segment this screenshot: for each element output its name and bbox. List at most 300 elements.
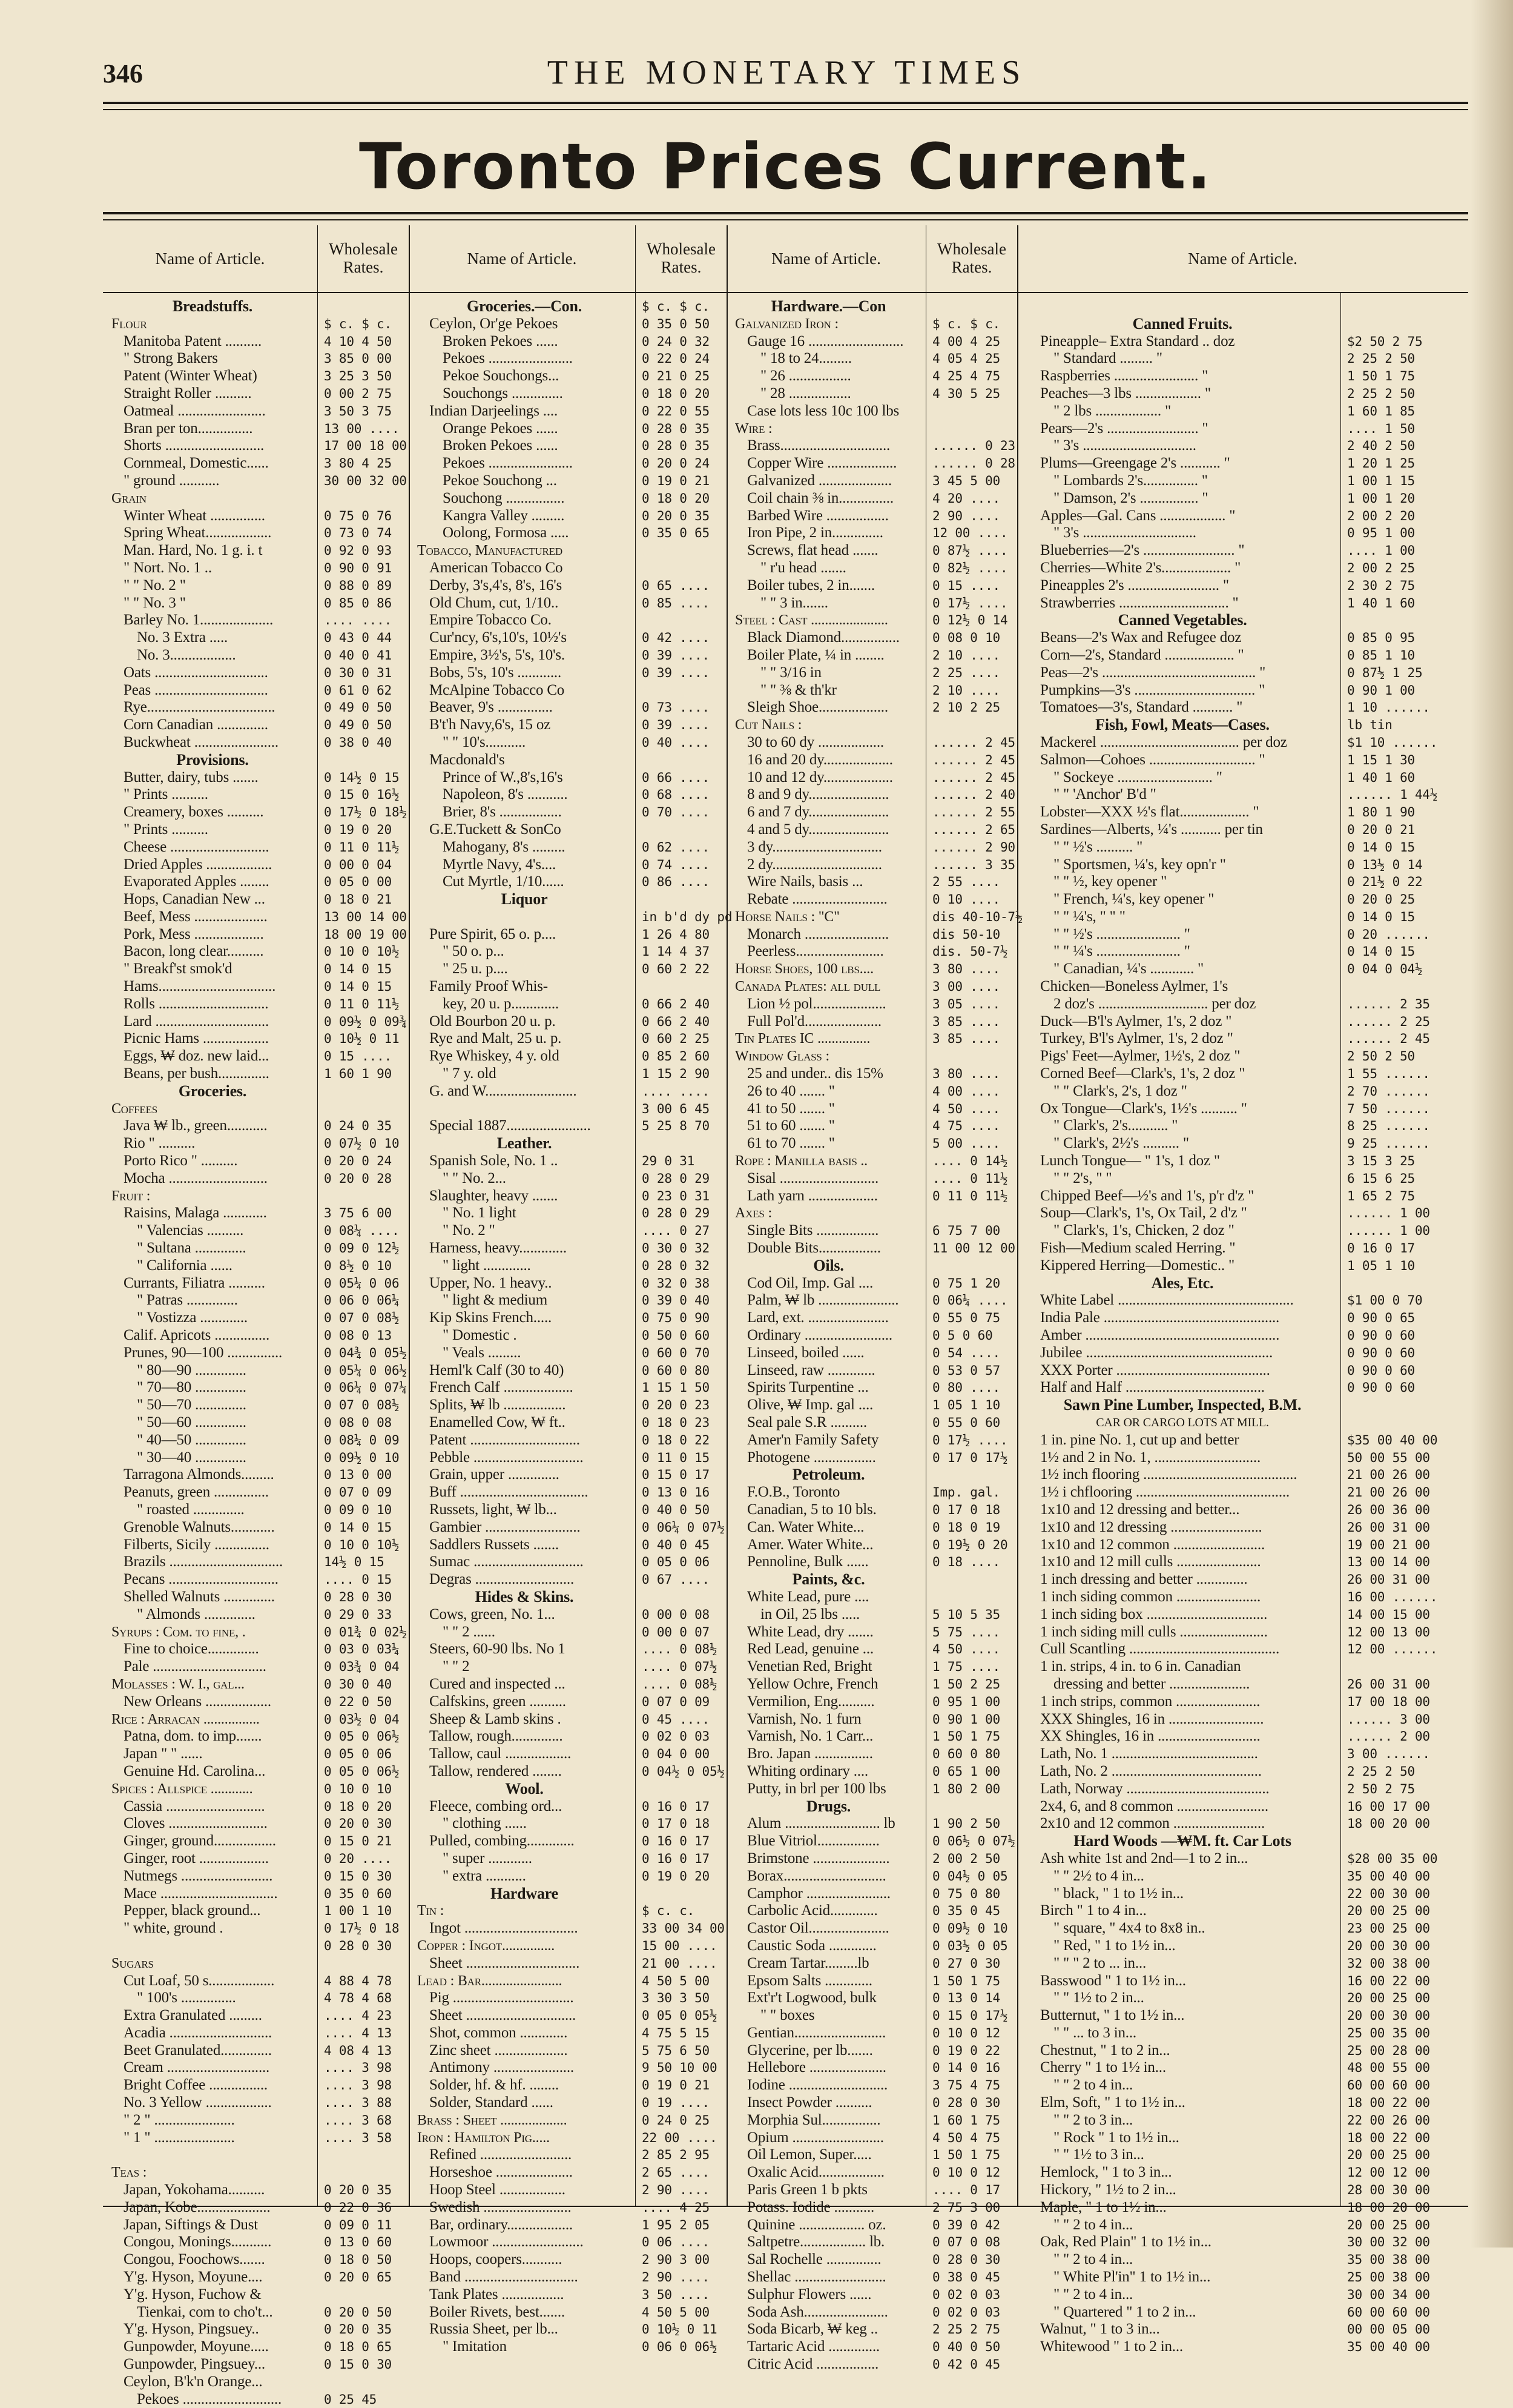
wholesale-rate: 0 30 0 32 <box>642 1241 710 1256</box>
wholesale-rate: 0 20 0 35 <box>324 2183 392 2198</box>
article-name: " 70—80 .............. <box>137 1379 246 1396</box>
column-header-name: Name of Article. <box>771 249 881 268</box>
wholesale-rate: 0 19½ 0 20 <box>932 1537 1008 1552</box>
article-name: Broken Pekoes ...... <box>443 332 558 349</box>
article-name: Hoop Steel .................. <box>429 2181 565 2198</box>
article-name: Corn Canadian .............. <box>124 716 268 733</box>
wholesale-rate: 0 06¼ 0 07½ <box>642 1520 725 1535</box>
article-name <box>417 1100 631 1118</box>
wholesale-rate <box>932 298 1015 316</box>
article-name: Cheese ........................... <box>124 838 269 855</box>
article-name: Rice : Arracan ................ <box>111 1711 260 1727</box>
column-header-name: Name of Article. <box>1188 249 1297 268</box>
article-name: Mocha ........................... <box>124 1169 268 1186</box>
article-name: Ox Tongue—Clark's, 1½'s .......... " <box>1040 1100 1247 1117</box>
wholesale-rate <box>324 2373 406 2391</box>
wholesale-rate: 0 20 0 35 <box>642 508 710 523</box>
wholesale-rate: 11 00 12 00 <box>932 1241 1015 1256</box>
wholesale-rate <box>932 1048 1015 1065</box>
article-name: Pears—2's ......................... " <box>1040 420 1208 437</box>
wholesale-rate <box>642 978 724 996</box>
article-name: 30 to 60 dy .................. <box>747 733 884 750</box>
wholesale-rate <box>324 298 406 316</box>
wholesale-rate: 0 39 .... <box>642 665 710 680</box>
wholesale-rate <box>642 752 724 769</box>
article-name: Heml'k Calf (30 to 40) <box>429 1361 564 1378</box>
wholesale-rate: 0 68 .... <box>642 787 710 802</box>
article-name: Shellac ......................... <box>747 2269 886 2286</box>
wholesale-rate: 30 00 32 00 <box>324 473 407 488</box>
article-name: " White Pl'in" 1 to 1½ in... <box>1053 2269 1211 2286</box>
article-name: " Clark's, 2's........... " <box>1053 1117 1178 1134</box>
wholesale-rate: 0 28 0 32 <box>642 1258 710 1273</box>
article-name: " " 2 <box>443 1658 470 1675</box>
wholesale-rate: 3 50 3 75 <box>324 403 392 418</box>
wholesale-rate: 1 15 1 50 <box>642 1380 710 1395</box>
article-name: 10 and 12 dy................... <box>747 769 893 786</box>
wholesale-rate: 0 25 45 <box>324 2392 377 2407</box>
wholesale-rate <box>1347 1397 1466 1414</box>
column-divider <box>727 225 728 2206</box>
wholesale-rate <box>642 1885 724 1903</box>
article-name: Cur'ncy, 6's,10's, 10½'s <box>429 629 567 646</box>
article-name: Amer. Water White... <box>747 1536 874 1553</box>
wholesale-rate: 0 18 0 19 <box>932 1520 1000 1535</box>
article-name: " r'u head ....... <box>760 559 846 576</box>
article-name: Fine to choice.............. <box>124 1641 259 1658</box>
article-name: " Almonds .............. <box>137 1606 255 1622</box>
article-name: Japan, Kobe.................... <box>124 2198 271 2215</box>
article-name: CAR OR CARGO LOTS AT MILL. <box>1096 1416 1269 1429</box>
article-name: Spirits Turpentine ... <box>747 1379 869 1396</box>
article-name: Russets, light, ₩ lb... <box>429 1501 557 1518</box>
article-names <box>103 293 317 2407</box>
article-name: Indian Darjeelings .... <box>429 402 558 419</box>
wholesale-rate: 0 39 .... <box>642 718 710 733</box>
wholesale-rate: $ c. $ c. <box>324 316 392 331</box>
wholesale-rate: 0 15 0 17 <box>642 1467 710 1483</box>
wholesale-rate <box>932 420 1015 438</box>
wholesale-rate: 0 05 0 06½ <box>324 1729 400 1744</box>
wholesale-rate: 0 04¾ 0 05½ <box>324 1345 407 1360</box>
article-name: French Calf ................... <box>429 1379 573 1396</box>
wholesale-rate: 0 13 0 16 <box>642 1485 710 1500</box>
wholesale-rate: 0 45 .... <box>642 1712 710 1727</box>
wholesale-rate: 3 80 .... <box>932 962 1000 977</box>
article-name: 3 dy.............................. <box>747 838 882 855</box>
article-name: Boiler Plate, ¼ in ........ <box>747 646 885 663</box>
wholesale-rate: 0 40 0 45 <box>642 1537 710 1552</box>
section-heading: Canned Vegetables. <box>1118 611 1247 629</box>
article-name: " " ... to 3 in... <box>1053 2024 1136 2041</box>
wholesale-rate: 2 30 2 75 <box>1347 578 1415 593</box>
article-name: Horse Shoes, 100 lbs.... <box>735 961 874 977</box>
wholesale-rate: 2 00 2 50 <box>932 1851 1000 1866</box>
article-name: Ceylon, B'k'n Orange... <box>124 2373 263 2390</box>
wholesale-rate: 3 50 .... <box>642 2287 710 2302</box>
wholesale-rate: 0 11 0 11½ <box>324 839 400 855</box>
article-name: " clothing ...... <box>443 1815 527 1832</box>
article-name: Corn—2's, Standard ................... " <box>1040 646 1244 663</box>
wholesale-rate: 0 20 .... <box>324 1851 392 1866</box>
wholesale-rate: 0 85 .... <box>642 595 710 610</box>
article-name: Rye Whiskey, 4 y. old <box>429 1048 559 1065</box>
article-name: Varnish, No. 1 furn <box>747 1710 862 1727</box>
article-name: Brass : Sheet ................... <box>417 2112 567 2128</box>
wholesale-rate <box>642 560 724 577</box>
wholesale-rate: 0 66 .... <box>642 770 710 785</box>
article-name: " Clark's, 1's, Chicken, 2 doz " <box>1053 1222 1234 1239</box>
wholesale-rate: 0 08 0 13 <box>324 1328 392 1343</box>
wholesale-rate <box>324 2164 406 2181</box>
wholesale-rate: 0 18 0 20 <box>642 386 710 401</box>
article-name: Shelled Walnuts .............. <box>124 1588 275 1605</box>
wholesale-rate: 17 00 18 00 <box>324 438 407 454</box>
wholesale-rate: 8 25 ...... <box>1347 1119 1430 1134</box>
wholesale-rate <box>324 1083 406 1100</box>
wholesale-rate <box>1347 1833 1466 1850</box>
wholesale-rate: 0 16 0 17 <box>642 1834 710 1849</box>
wholesale-rate: 50 00 55 00 <box>1347 1450 1430 1465</box>
article-name: Gunpowder, Pingsuey... <box>124 2356 265 2373</box>
article-name: Buckwheat ....................... <box>124 733 279 750</box>
wholesale-rate: 0 73 0 74 <box>324 526 392 541</box>
article-name: Brass.............................. <box>747 437 891 454</box>
article-name: Copper : Ingot............... <box>417 1937 555 1954</box>
article-name: Y'g. Hyson, Pingsuey.. <box>124 2321 259 2338</box>
article-name: White Label ................................................ <box>1040 1292 1294 1309</box>
article-name: Linseed, boiled ...... <box>747 1344 865 1361</box>
wholesale-rate: 0 07 0 09 <box>642 1694 710 1709</box>
wholesale-rate: 12 00 ...... <box>1347 1642 1438 1657</box>
article-name: Derby, 3's,4's, 8's, 16's <box>429 577 562 594</box>
article-name: 1 inch siding box ................................. <box>1040 1606 1268 1622</box>
wholesale-rate: 0 61 0 62 <box>324 683 392 698</box>
wholesale-rate: 28 00 30 00 <box>1347 2183 1430 2198</box>
wholesale-rate: 4 75 5 15 <box>642 2025 710 2040</box>
article-name: Beans—2's Wax and Refugee doz <box>1040 629 1242 646</box>
article-name: Fruit : <box>111 1188 151 1204</box>
wholesale-rate: 1 20 1 25 <box>1347 456 1415 471</box>
article-name: Slaughter, heavy ....... <box>429 1187 558 1204</box>
article-name: Galvanized .................... <box>747 472 892 489</box>
wholesale-rate: $ c. c. <box>642 1904 695 1919</box>
article-name: " Nort. No. 1 .. <box>124 559 212 576</box>
wholesale-rate: 1 50 1 75 <box>932 1729 1000 1744</box>
article-names <box>1017 293 1340 2355</box>
article-name: Calfskins, green .......... <box>429 1693 566 1710</box>
article-name: " " 2 ...... <box>443 1623 495 1640</box>
article-name: Cut Nails : <box>735 717 802 733</box>
wholesale-rate: 2 00 2 20 <box>1347 508 1415 523</box>
wholesale-rate: 0 06 0 06¼ <box>324 1293 400 1308</box>
wholesale-rate: 6 75 7 00 <box>932 1223 1000 1239</box>
article-name: Acadia ............................ <box>124 2024 272 2041</box>
article-name: " " 'Anchor' B'd " <box>1053 786 1156 803</box>
wholesale-rate: 0 19 0 20 <box>642 1868 710 1884</box>
wholesale-rate: 1 60 1 85 <box>1347 403 1415 418</box>
wholesale-rate: .... 1 00 <box>1347 543 1415 558</box>
wholesale-rate: .... .... <box>324 613 392 628</box>
article-name: Evaporated Apples ........ <box>124 873 269 890</box>
article-name: Alum .......................... lb <box>747 1815 895 1832</box>
wholesale-rate <box>642 821 724 839</box>
article-name: Broken Pekoes ...... <box>443 437 558 454</box>
article-name: key, 20 u. p............. <box>443 995 559 1012</box>
wholesale-rate: 0 00 2 75 <box>324 386 392 401</box>
wholesale-rate <box>932 1589 1015 1606</box>
column-header-rates: Wholesale Rates. <box>926 225 1017 292</box>
article-name: Pennoline, Bulk ...... <box>747 1553 869 1570</box>
article-name: Bright Coffee ................ <box>124 2077 268 2094</box>
section-heading: Liquor <box>501 890 548 908</box>
article-name: Grenoble Walnuts............ <box>124 1518 275 1535</box>
wholesale-rate: 13 00 14 00 <box>1347 1555 1430 1570</box>
wholesale-rate: 0 10 0 12 <box>932 2165 1000 2180</box>
wholesale-rate: 18 00 20 00 <box>1347 2200 1430 2215</box>
article-name: Filberts, Sicily ............... <box>124 1536 269 1553</box>
article-name: " " " 2 to ... in... <box>1053 1954 1147 1971</box>
wholesale-rate: 0 43 0 44 <box>324 630 392 646</box>
wholesale-rate: 3 15 3 25 <box>1347 1154 1415 1169</box>
article-name: Myrtle Navy, 4's.... <box>443 856 556 873</box>
wholesale-rate: 3 75 6 00 <box>324 1206 392 1221</box>
wholesale-rate: $1 10 ...... <box>1347 735 1438 750</box>
wholesale-rate: 0 90 0 91 <box>324 560 392 575</box>
section-heading: Hard Woods —₩M. ft. Car Lots <box>1073 1832 1291 1850</box>
article-name: Chicken—Boneless Aylmer, 1's <box>1040 978 1228 995</box>
article-name: Pekoe Souchong ... <box>443 472 557 489</box>
wholesale-rate: 22 00 26 00 <box>1347 2112 1430 2128</box>
article-name: " white, ground . <box>124 1920 223 1937</box>
article-name: " " ½'s .......... " <box>1053 838 1143 855</box>
article-name: Boiler Rivets, best....... <box>429 2303 565 2320</box>
article-name: Oats ............................... <box>124 664 268 681</box>
wholesale-rate: 1 26 4 80 <box>642 927 710 942</box>
wholesale-rate: 4 00 .... <box>932 1083 1000 1099</box>
article-name: Pepper, black ground... <box>124 1902 261 1919</box>
article-name: Iron : Hamilton Pig..... <box>417 2129 550 2146</box>
article-name: Cloves ........................... <box>124 1815 268 1832</box>
section-heading: Hides & Skins. <box>475 1587 574 1606</box>
article-name: Cherries—White 2's................... " <box>1040 559 1241 576</box>
article-name: 51 to 60 ....... " <box>747 1117 835 1134</box>
article-name: Lobster—XXX ½'s flat................... " <box>1040 804 1259 821</box>
article-name: Nutmegs ......................... <box>124 1867 273 1884</box>
wholesale-rate: 35 00 40 00 <box>1347 2340 1430 2355</box>
wholesale-rate: 0 65 1 00 <box>932 1764 1000 1779</box>
wholesale-rate: 2 25 2 50 <box>1347 1764 1415 1779</box>
wholesale-rate <box>932 403 1015 420</box>
wholesale-rate: .... 0 11½ <box>932 1171 1008 1186</box>
wholesale-rate: 2 25 2 75 <box>932 2322 1000 2337</box>
wholesale-rate: 4 75 .... <box>932 1119 1000 1134</box>
wholesale-rate: 0 14 0 15 <box>1347 839 1415 855</box>
article-name: " " 1½ to 2 in... <box>1053 1990 1144 2006</box>
article-name: No. 3 Extra ..... <box>137 629 228 646</box>
article-name: Galvanized Iron : <box>735 316 839 332</box>
header-rule-thin <box>103 109 1468 110</box>
article-name: Hemlock, " 1 to 3 in... <box>1040 2164 1172 2181</box>
article-name: " Clark's, 2½'s .......... " <box>1053 1135 1189 1152</box>
article-name: 1x10 and 12 dressing and better... <box>1040 1501 1240 1518</box>
article-name: Hoops, coopers........... <box>429 2251 562 2268</box>
wholesale-rate: 0 02 0 03 <box>642 1729 710 1744</box>
wholesale-rate <box>1347 1275 1466 1292</box>
article-name: Empire, 3½'s, 5's, 10's. <box>429 646 565 663</box>
wholesale-rate: 0 49 0 50 <box>324 718 392 733</box>
article-name: " " Clark's, 2's, 1 doz " <box>1053 1082 1187 1099</box>
wholesale-rate: 0 28 0 30 <box>324 1589 392 1604</box>
article-name: Oil Lemon, Super..... <box>747 2146 872 2163</box>
section-heading: Hardware <box>490 1884 558 1902</box>
article-name: Orange Pekoes ...... <box>443 420 558 437</box>
wholesale-rate: 0 15 0 21 <box>324 1834 392 1849</box>
wholesale-rate: 0 22 0 55 <box>642 403 710 418</box>
wholesale-rate: 1 05 1 10 <box>1347 1258 1415 1273</box>
column-header-rates: Wholesale Rates. <box>635 225 727 292</box>
wholesale-rate: 0 55 0 75 <box>932 1311 1000 1326</box>
wholesale-rate: 0 16 0 17 <box>1347 1241 1415 1256</box>
article-name: " Lombards 2's............... " <box>1053 472 1208 489</box>
article-name: Patent .............................. <box>429 1431 580 1448</box>
article-name: Porto Rico " .......... <box>124 1153 238 1169</box>
article-name: Lunch Tongue— " 1's, 1 doz " <box>1040 1153 1220 1169</box>
wholesale-rate: 0 02 0 03 <box>932 2304 1000 2320</box>
wholesale-rate: 12 00 .... <box>932 526 1008 541</box>
wholesale-rate: 1 40 1 60 <box>1347 595 1415 610</box>
article-name: " Sportsmen, ¼'s, key opn'r " <box>1053 856 1226 873</box>
wholesale-rate <box>932 1466 1015 1484</box>
article-name: Black Diamond................ <box>747 629 900 646</box>
wholesale-rate: .... 4 23 <box>324 2008 392 2023</box>
wholesale-rate: 0 18 .... <box>932 1555 1000 1570</box>
article-name: Sheet .............................. <box>429 2007 576 2024</box>
wholesale-rate: 1 50 2 25 <box>932 1676 1000 1692</box>
wholesale-rate: .... 4 13 <box>324 2025 392 2040</box>
wholesale-rate <box>932 1798 1015 1816</box>
article-name: Double Bits................. <box>747 1240 881 1257</box>
section-heading: Ales, Etc. <box>1151 1274 1214 1292</box>
article-name: Pebble .............................. <box>429 1449 584 1466</box>
wholesale-rate: 0 13½ 0 14 <box>1347 857 1423 872</box>
wholesale-rate: 0 53 0 57 <box>932 1363 1000 1378</box>
wholesale-rate: 0 87½ .... <box>932 543 1008 558</box>
running-head: THE MONETARY TIMES <box>547 54 1027 91</box>
wholesale-rate: 2 90 .... <box>932 508 1000 523</box>
wholesale-rate: 0 38 0 45 <box>932 2270 1000 2285</box>
wholesale-rate: 0 60 0 80 <box>932 1747 1000 1762</box>
article-name: Manitoba Patent .......... <box>124 332 262 349</box>
article-name: Iodine ........................... <box>747 2077 888 2094</box>
article-name: " No. 2 " <box>443 1222 495 1239</box>
article-name: XXX Shingles, 16 in .......................... <box>1040 1710 1264 1727</box>
wholesale-rate <box>324 2286 406 2304</box>
wholesale-rate <box>1347 298 1466 316</box>
article-name: Molasses : W. I., gal... <box>111 1676 245 1692</box>
section-heading: Groceries.—Con. <box>466 297 582 315</box>
article-name: Pumpkins—3's ................................. " <box>1040 681 1265 698</box>
wholesale-rate: 2 50 2 50 <box>1347 1049 1415 1064</box>
wholesale-rate: 13 00 .... <box>324 421 400 436</box>
wholesale-rate: 0 05 0 06 <box>642 1555 710 1570</box>
article-name: " Quartered " 1 to 2 in... <box>1053 2303 1196 2320</box>
article-name: 1 inch siding common ....................... <box>1040 1588 1261 1605</box>
wholesale-rate: 0 20 0 50 <box>324 2304 392 2320</box>
section-heading: Leather. <box>496 1134 552 1153</box>
wholesale-rate: 0 09½ 0 10 <box>324 1450 400 1465</box>
article-name: Oxalic Acid.................. <box>747 2164 885 2181</box>
wholesale-rate <box>324 1188 406 1205</box>
wholesale-rate: 0 20 0 21 <box>1347 822 1415 837</box>
section-heading: Wool. <box>505 1779 544 1798</box>
wholesale-rate: ...... 2 00 <box>1347 1729 1430 1744</box>
article-name: " 100's ............... <box>137 1990 236 2006</box>
wholesale-rate: 0 14 0 15 <box>1347 944 1415 959</box>
article-name: Congou, Monings........... <box>124 2234 272 2251</box>
article-name: Canadian, 5 to 10 bls. <box>747 1501 877 1518</box>
article-name: Amer'n Family Safety <box>747 1431 879 1448</box>
article-name: F.O.B., Toronto <box>747 1484 840 1501</box>
article-name: Hickory, " 1½ to 2 in... <box>1040 2181 1176 2198</box>
wholesale-rate: 0 04½ 0 05½ <box>642 1764 725 1779</box>
article-name: " Red, " 1 to 1½ in... <box>1053 1937 1176 1954</box>
article-name: " " ¼'s ....................... " <box>1053 943 1190 960</box>
wholesale-rate: 0 06¼ .... <box>932 1293 1008 1308</box>
article-name: 8 and 9 dy...................... <box>747 786 889 803</box>
wholesale-rate: 0 60 2 25 <box>642 1031 710 1047</box>
article-name: Olive, ₩ Imp. gal .... <box>747 1397 874 1414</box>
wholesale-rate: 0 19 0 21 <box>642 2078 710 2093</box>
article-name: Fleece, combing ord... <box>429 1798 562 1814</box>
article-name: 41 to 50 ....... " <box>747 1100 835 1117</box>
article-name: Lead : Bar....................... <box>417 1973 562 1989</box>
wholesale-rate: 0 24 0 25 <box>642 2112 710 2128</box>
article-name: Ordinary ........................ <box>747 1327 892 1344</box>
wholesale-rate: 0 17½ .... <box>932 1432 1008 1447</box>
article-rates <box>317 293 409 2407</box>
article-name: Beaver, 9's ............... <box>429 699 553 716</box>
wholesale-rate: 0 17½ 0 18 <box>324 1921 400 1936</box>
wholesale-rate: 2 90 .... <box>642 2270 710 2285</box>
article-name: Special 1887....................... <box>429 1117 591 1134</box>
article-name: " 50—60 .............. <box>137 1414 246 1431</box>
article-name: Cull Scantling ......................................... <box>1040 1641 1280 1658</box>
wholesale-rate: 2 00 2 25 <box>1347 560 1415 575</box>
wholesale-rate: ...... 3 00 <box>1347 1712 1430 1727</box>
wholesale-rate: 0 08¼ 0 09 <box>324 1432 400 1447</box>
wholesale-rate: 2 10 2 25 <box>932 700 1000 715</box>
section-heading: Sawn Pine Lumber, Inspected, B.M. <box>1063 1396 1302 1414</box>
article-name: Zinc sheet .................... <box>429 2042 568 2059</box>
article-name: Tartaric Acid .............. <box>747 2338 880 2355</box>
wholesale-rate: dis 40-10-7½ <box>932 909 1023 924</box>
article-name: Sisal ........................... <box>747 1169 879 1186</box>
wholesale-rate: 0 05 0 05½ <box>642 2008 717 2023</box>
wholesale-rate: .... .... <box>642 1083 710 1099</box>
article-name: Ash white 1st and 2nd—1 to 2 in... <box>1040 1850 1248 1867</box>
wholesale-rate: 5 00 .... <box>932 1136 1000 1151</box>
wholesale-rate: 0 13 0 60 <box>324 2235 392 2250</box>
wholesale-rate <box>324 1100 406 1118</box>
article-name: Castor Oil...................... <box>747 1920 889 1937</box>
wholesale-rate: 0 85 0 95 <box>1347 630 1415 646</box>
wholesale-rate: 1 65 2 75 <box>1347 1188 1415 1203</box>
article-name: " Vostizza ............. <box>137 1309 248 1326</box>
article-name: Tallow, rendered ........ <box>429 1762 562 1779</box>
wholesale-rate: 0 10 0 10½ <box>324 1537 400 1552</box>
article-name: Window Glass : <box>735 1048 829 1065</box>
